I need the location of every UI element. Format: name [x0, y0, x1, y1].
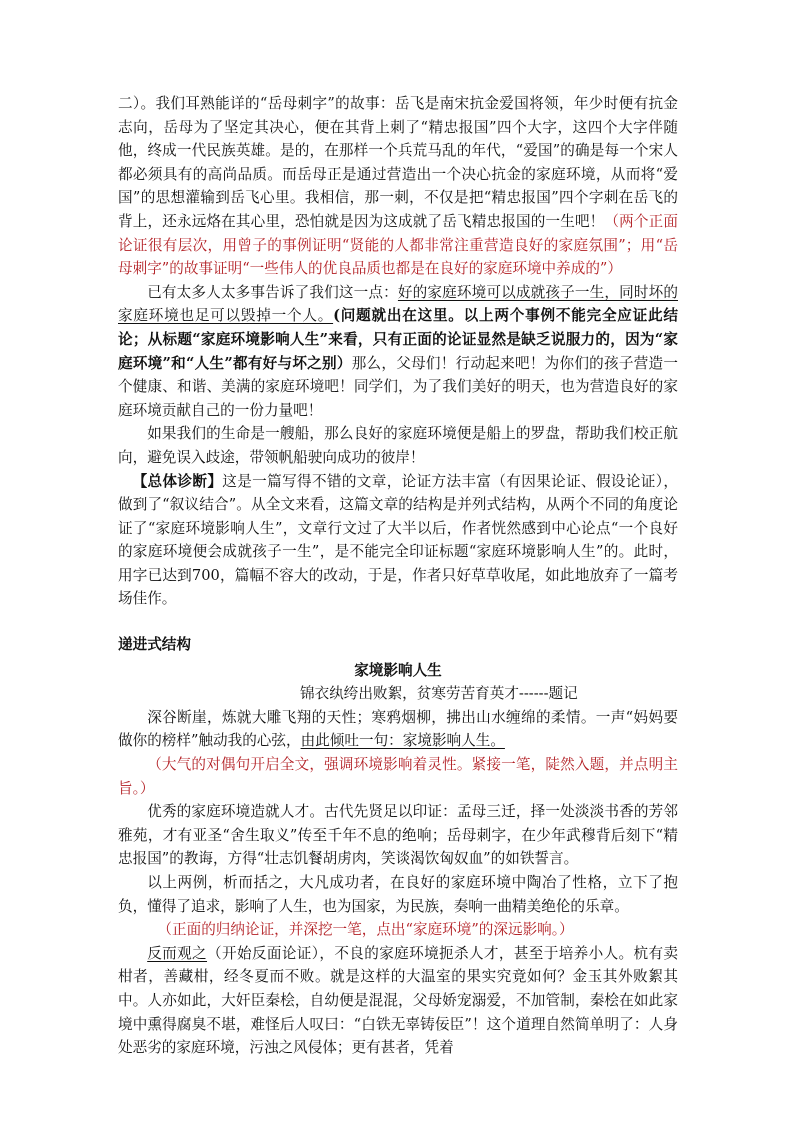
paragraph-diagnosis [118, 470, 678, 612]
section-title: 递进式结构 [118, 636, 191, 654]
essay-paragraph-3: 以上两例，析而括之，大凡成功者，在良好的家庭环境中陶冶了性格，立下了抱负，懂得了追求，影响了人生，也为国家，为民族，奏响一曲精美绝伦的乐章。 [118, 874, 678, 915]
underlined-text: 好的家庭环境可以成就孩子一生，同时坏的家庭环境也足可以毁掉一个人。 [118, 283, 678, 325]
epigraph: 锦衣纨绔出败絮，贫寒劳苦育英才------题记 [300, 685, 578, 703]
body-text: 已有太多人太多事告诉了我们这一点： [147, 283, 398, 301]
underlined-text: 反而观之 [147, 944, 208, 962]
body-text: 那么，父母们！行动起来吧！为你们的孩子营造一个健康、和谐、美满的家庭环境吧！同学们，为了我们美好的明天，也为营造良好的家庭环境贡献自己的一份力量吧！ [118, 354, 678, 419]
diagnosis-text: 这是一篇写得不错的文章，论证方法丰富（有因果论证、假设论证），做到了“叙议结合”。从全文来看，这篇文章的结构是并列式结构，从两个不同的角度论证了“家庭环境影响人生”，文章行文过了大半以后，作者恍然感到中心论点“一个良好的家庭环境便会成就孩子一生”，是不能完全印证标题“家庭环境影响人生”的。此时，用字已达到700，篇幅不容大的改动，于是，作者只好草草收尾，如此地放弃了一篇考场佳作。 [118, 472, 678, 608]
essay-paragraph-1 [118, 706, 678, 753]
essay-paragraph-4 [118, 942, 678, 1060]
body-text: （开始反面论证），不良的家庭环境扼杀人才，甚至于培养小人。杭有卖柑者，善藏柑，经冬夏而不败。就是这样的大温室的果实究竟如何？金玉其外败絮其中。人亦如此，大奸臣秦桧，自幼便是混混，父母娇宠溺爱，不加管制，秦桧在如此家境中熏得腐臭不堪，难怪后人叹曰：“白铁无辜铸佞臣”！这个道理自然简单明了：人身处恶劣的家庭环境，污浊之风侵体；更有甚者，凭着 [118, 944, 678, 1057]
paragraph-yuemu [118, 92, 678, 281]
diagnosis-label: 【总体诊断】 [132, 472, 223, 490]
body-text: 二）。我们耳熟能详的“岳母刺字”的故事：岳飞是南宋抗金爱国将领，年少时便有抗金志向，岳母为了坚定其决心，便在其背上刺了“精忠报国”四个大字，这四个大字伴随他，终成一代民族英雄。是的，在那样一个兵荒马乱的年代，“爱国”的确是每一个宋人都必须具有的高尚品质。而岳母正是通过营造出一个决心抗金的家庭环境，从而将“爱国”的思想灌输到岳飞心里。我相信，那一刺，不仅是把“精忠报国”四个字刺在岳飞的背上，还永远烙在其心里，恐怕就是因为这成就了岳飞精忠报国的一生吧！ [118, 95, 678, 230]
paragraph-boat: 如果我们的生命是一艘船，那么良好的家庭环境便是船上的罗盘，帮助我们校正航向，避免误入歧途，带领帆船驶向成功的彼岸！ [118, 425, 678, 466]
body-text: 深谷断崖，炼就大雕飞翔的天性；寒鸦烟柳，拂出山水缠绵的柔情。一声“妈妈要做你的榜样”触动我的心弦， [118, 708, 678, 750]
red-comment: （两个正面论证很有层次，用曾子的事例证明“贤能的人都非常注重营造良好的家庭氛围”；用“岳母刺字”的故事证明“一些伟人的优良品质也都是在良好的家庭环境中养成的”） [118, 212, 678, 278]
document-page [118, 92, 678, 1060]
essay-title: 家境影响人生 [354, 661, 442, 679]
red-comment-1: （大气的对偶句开启全文，强调环境影响着灵性。紧接一笔，陡然入题，并点明主旨。） [118, 756, 678, 797]
bold-comment: (问题就出在这里。以上两个事例不能完全应证此结论；从标题“家庭环境影响人生”来看，只有正面的论证显然是缺乏说服力的，因为“家庭环境”和“人生”都有好与坏之别） [118, 307, 678, 372]
underlined-text: 由此倾吐一句：家境影响人生。 [300, 732, 505, 750]
red-comment-2: （正面的归纳论证，并深挖一笔，点出“家庭环境”的深远影响。） [157, 921, 574, 939]
paragraph-conclusion [118, 281, 678, 423]
essay-paragraph-2: 优秀的家庭环境造就人才。古代先贤足以印证：孟母三迁，择一处淡淡书香的芳邻雅苑，才有亚圣“舍生取义”传至千年不息的绝响；岳母刺字，在少年武穆背后刻下“精忠报国”的教诲，方得“壮志饥餐胡虏肉，笑谈渴饮匈奴血”的如铁誓言。 [118, 803, 678, 868]
